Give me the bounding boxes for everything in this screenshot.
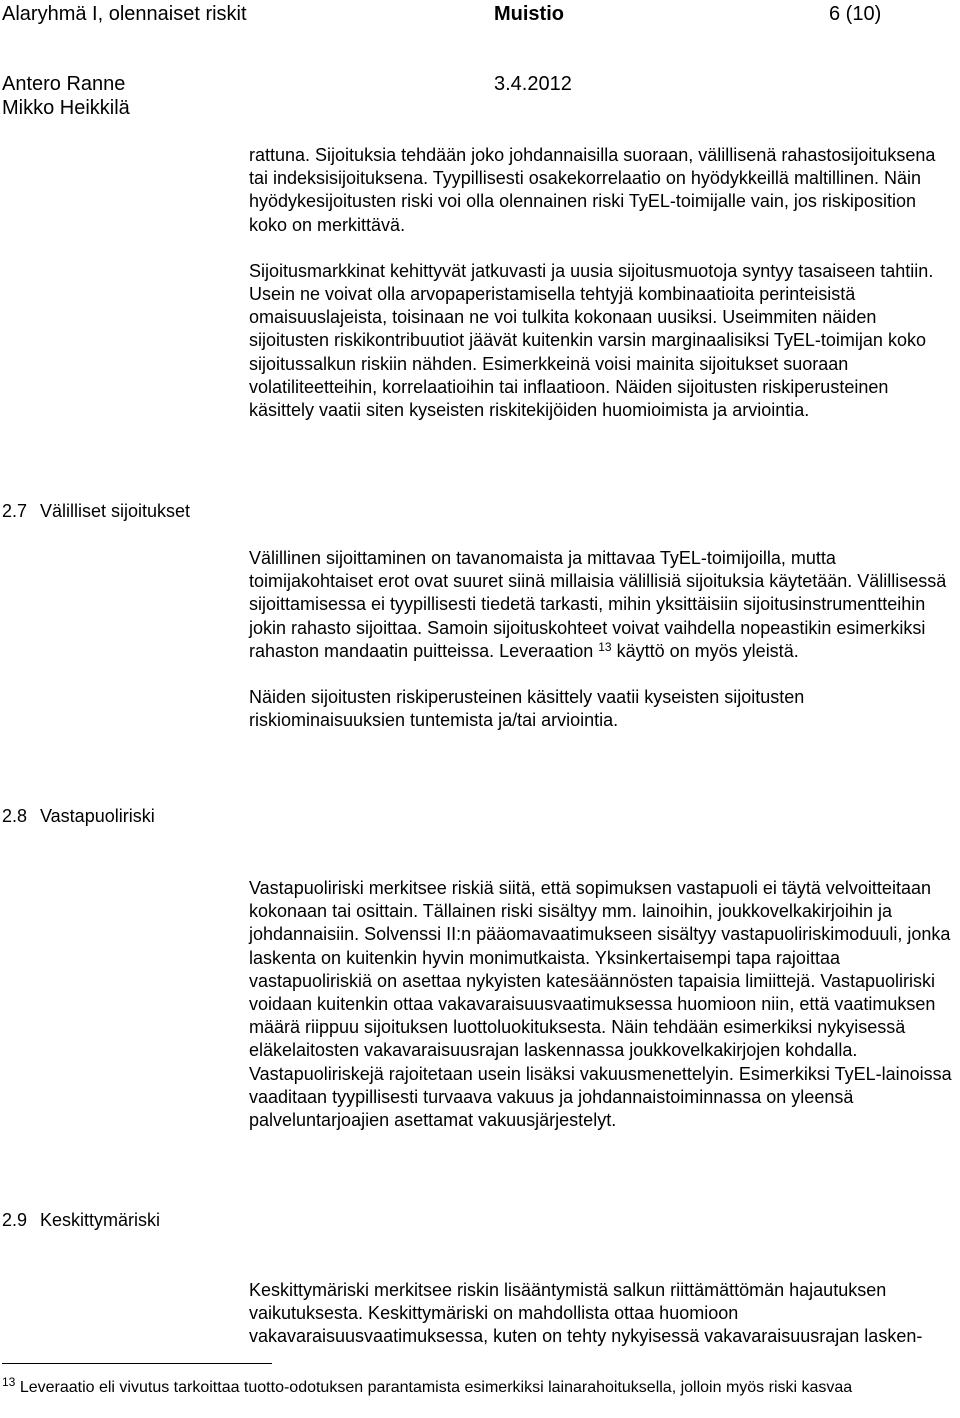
section-number: 2.7 bbox=[2, 501, 28, 521]
footnote-reference: 13 bbox=[598, 639, 612, 654]
intro-text-block bbox=[249, 144, 955, 422]
header-group: Alaryhmä I, olennaiset riskit bbox=[2, 3, 247, 25]
section-2-7-paragraph-2: Näiden sijoitusten riskiperusteinen käsittely vaatii kyseisten sijoitusten riskiominaisuuksien tuntemista ja/tai arviointia. bbox=[249, 687, 805, 731]
footnote-text: Leveraatio eli vivutus tarkoittaa tuotto-odotuksen parantamista esimerkiksi lainarahoituksella, jolloin myös riski kasvaa bbox=[19, 1379, 853, 1396]
section-2-9-text bbox=[249, 1279, 955, 1349]
section-heading-2-8 bbox=[2, 805, 155, 828]
footnote-divider bbox=[2, 1363, 272, 1364]
paragraph-text: Välillinen sijoittaminen on tavanomaista ja mittavaa TyEL-toimijoilla, mutta toimijakohtaiset erot ovat suuret siinä millaisia välillisiä sijoituksia käytetään. Välillisessä sijoittamisessa ei tyypillisesti tiedetä tarkasti, mihin yksittäisiin sijoitusinstrumentteihin jokin rahasto sijoittaa. Samoin sijoituskohteet voivat vaihdella nopeastikin esimerkiksi rahaston mandaatin puitteissa. Leveraation bbox=[249, 548, 947, 661]
section-heading-2-7 bbox=[2, 500, 190, 523]
header-author-2: Mikko Heikkilä bbox=[2, 97, 130, 119]
footnote-number: 13 bbox=[2, 1375, 16, 1389]
paragraph-text: käyttö on myös yleistä. bbox=[616, 640, 799, 661]
section-2-8-text bbox=[249, 877, 955, 1132]
section-2-7-text bbox=[249, 547, 955, 732]
section-2-7-paragraph-1 bbox=[249, 547, 955, 663]
intro-paragraph-1: rattuna. Sijoituksia tehdään joko johdannaisilla suoraan, välillisenä rahastosijoituksena tai indeksisijoituksena. Tyypillisesti osakekorrelaatio on hyödykkeillä maltillinen. Näin hyödykesijoitusten riski voi olla olennainen riski TyEL-toimijalle vain, jos riskiposition koko on merkittävä. bbox=[249, 145, 936, 235]
section-number: 2.9 bbox=[2, 1210, 28, 1230]
header-page-number: 6 (10) bbox=[829, 3, 882, 25]
section-title: Vastapuoliriski bbox=[40, 806, 155, 826]
section-number: 2.8 bbox=[2, 806, 28, 826]
header-doc-type: Muistio bbox=[494, 3, 564, 25]
section-title: Keskittymäriski bbox=[40, 1210, 161, 1230]
section-heading-2-9 bbox=[2, 1209, 160, 1232]
section-title: Välilliset sijoitukset bbox=[40, 501, 191, 521]
footnote bbox=[2, 1375, 952, 1398]
section-2-9-paragraph-1: Keskittymäriski merkitsee riskin lisääntymistä salkun riittämättömän hajautuksen vaikutuksesta. Keskittymäriski on mahdollista ottaa huomioon vakavaraisuusvaatimuksessa, kuten on tehty nykyisessä vakavaraisuusrajan lasken- bbox=[249, 1280, 923, 1347]
header-date: 3.4.2012 bbox=[494, 73, 572, 95]
intro-paragraph-2: Sijoitusmarkkinat kehittyvät jatkuvasti ja uusia sijoitusmuotoja syntyy tasaiseen tahtiin. Usein ne voivat olla arvopaperistamisella tehtyjä kombinaatioita perinteisistä omaisuuslajeista, toisinaan ne voi tulkita kokonaan uusiksi. Useimmiten näiden sijoitusten riskikontribuutiot jäävät kuitenkin varsin marginaalisiksi TyEL-toimijan koko sijoitussalkun riskiin nähden. Esimerkkeinä voisi mainita sijoitukset suoraan volatiliteetteihin, korrelaatioihin tai inflaatioon. Näiden sijoitusten riskiperusteinen käsittely vaatii siten kyseisten riskitekijöiden huomioimista ja arviointia. bbox=[249, 260, 934, 421]
section-2-8-paragraph-1: Vastapuoliriski merkitsee riskiä siitä, että sopimuksen vastapuoli ei täytä velvoitteitaan kokonaan tai osittain. Tällainen riski sisältyy mm. lainoihin, joukkovelkakirjoihin ja johdannaisiin. Solvenssi II:n pääomavaatimukseen sisältyy vastapuoliriskimoduuli, jonka laskenta on kuitenkin hyvin monimutkaista. Yksinkertaisempi tapa rajoittaa vastapuoliriskiä on asettaa nykyisten katesäännösten tapaisia limiittejä. Vastapuoliriski voidaan kuitenkin ottaa vakavaraisuusvaatimuksessa huomioon niin, että vaatimuksen määrä riippuu sijoituksen luottoluokituksesta. Näin tehdään esimerkiksi nykyisessä eläkelaitosten vakavaraisuusrajan laskennassa joukkovelkakirjojen kohdalla. Vastapuoliriskejä rajoitetaan usein lisäksi vakuusmenettelyin. Esimerkiksi TyEL-lainoissa vaaditaan tyypillisesti turvaava vakuus ja johdannaistoiminnassa on yleensä palveluntarjoajien asettamat vakuusjärjestelyt. bbox=[249, 878, 952, 1131]
header-author-1: Antero Ranne bbox=[2, 73, 126, 95]
